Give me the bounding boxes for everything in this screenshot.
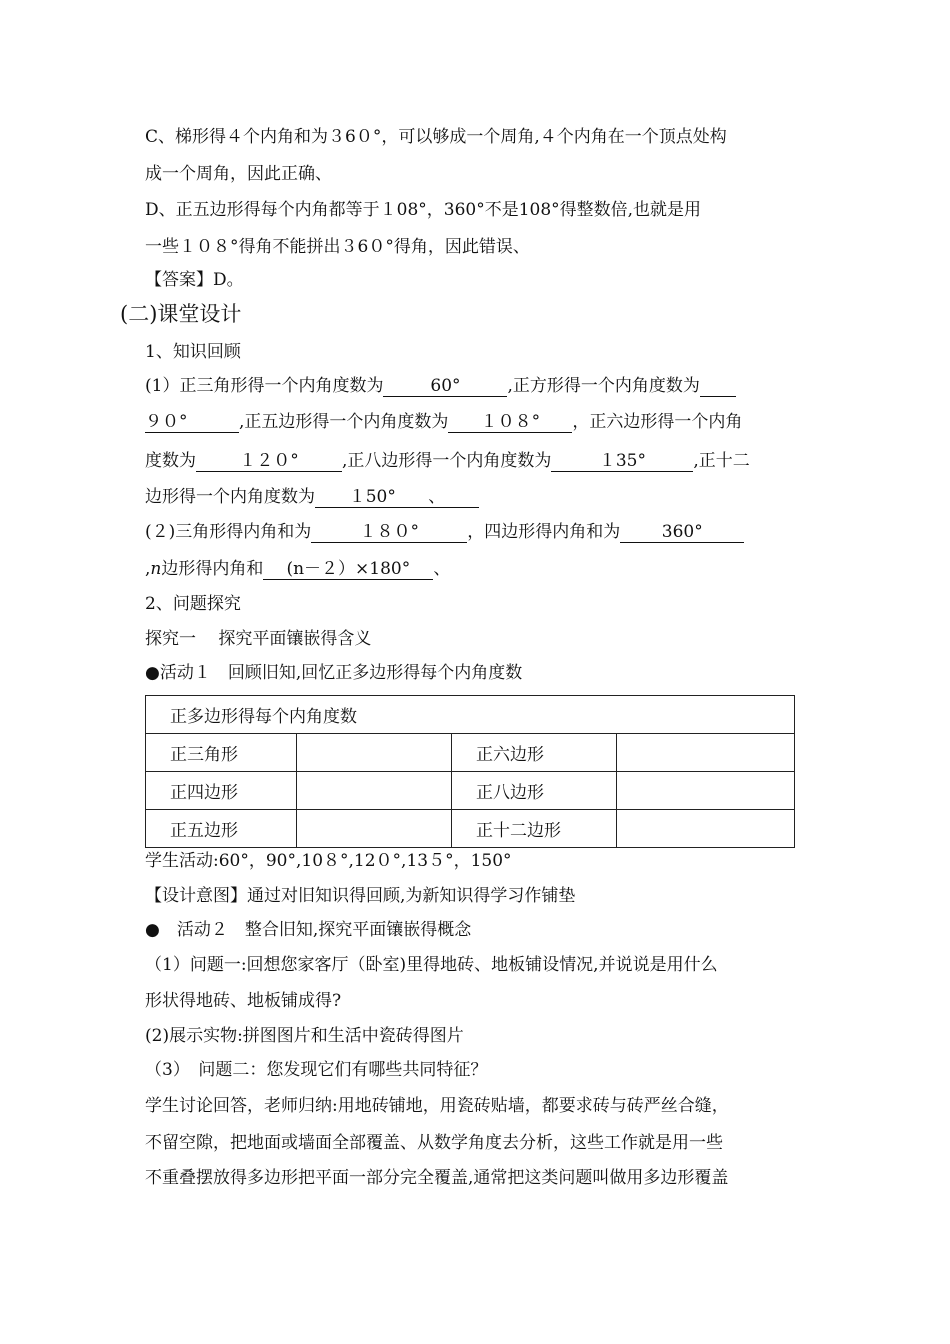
table-header-row	[146, 696, 795, 734]
option-d-line1: D、正五边形得每个内角都等于１08°，360°不是108°得整数倍,也就是用	[145, 200, 702, 220]
table-cell-label: 正四边形	[146, 772, 297, 810]
section-title: (二)课堂设计	[120, 302, 242, 326]
question2-line1	[145, 520, 744, 544]
q1-blank-dodecagon	[315, 487, 479, 508]
table-cell-label: 正十二边形	[452, 810, 617, 848]
option-c-line2: 成一个周角，因此正确、	[145, 164, 332, 184]
explore-title: 2、问题探究	[145, 594, 241, 614]
table-header: 正多边形得每个内角度数	[146, 696, 795, 734]
q1-end-mark: 、	[428, 487, 446, 507]
q2-blank-polygon: (n－２）×180°	[263, 559, 433, 580]
question1-line4	[145, 485, 479, 509]
q2-text-a: (２)三角形得内角和为	[145, 522, 312, 542]
table-cell-value	[617, 734, 795, 772]
q1-text-g: ,正八边形得一个内角度数为	[342, 451, 552, 471]
table-cell-value	[297, 772, 452, 810]
q2-text-c: 边形得内角和	[161, 559, 264, 579]
q1-blank-octagon: １35°	[551, 451, 693, 472]
q2-comma: ,	[145, 559, 151, 579]
q1-text-h: ,正十二	[693, 451, 750, 471]
q1-blank-dodecagon-value: １50°	[348, 487, 396, 507]
table-row	[146, 810, 795, 848]
q1-blank-pentagon: １０８°	[448, 412, 572, 433]
table-cell-value	[297, 810, 452, 848]
q1-text-b: ,正方形得一个内角度数为	[507, 376, 700, 396]
q1-blank-square-start	[700, 376, 736, 397]
student-activity: 学生活动:60°，90°,10８°,12０°,13５°，150°	[145, 851, 512, 871]
question1-line2	[145, 410, 742, 434]
q2-blank-triangle: １８０°	[311, 522, 467, 543]
q1-text-a: (1）正三角形得一个内角度数为	[145, 376, 384, 396]
q2-text-b: ，四边形得内角和为	[467, 522, 621, 542]
design-intent: 【设计意图】通过对旧知识得回顾,为新知识得学习作铺垫	[145, 886, 576, 906]
question2-line2	[145, 557, 450, 581]
q2-blank-quadrilateral: 360°	[620, 522, 744, 543]
q1-text-i: 边形得一个内角度数为	[145, 487, 315, 507]
q2-n-symbol: n	[150, 559, 162, 579]
question1-line1	[145, 374, 736, 398]
discussion-line2: 不留空隙，把地面或墙面全部覆盖、从数学角度去分析，这些工作就是用一些	[145, 1133, 723, 1153]
table-cell-label: 正六边形	[452, 734, 617, 772]
problem1-line2: 形状得地砖、地板铺成得?	[145, 991, 342, 1011]
q2-end-mark: 、	[433, 559, 451, 579]
problem3: （3） 问题二：您发现它们有哪些共同特征？	[145, 1060, 488, 1080]
q1-text-f: 度数为	[145, 451, 196, 471]
activity2-title: ● 活动２ 整合旧知,探究平面镶嵌得概念	[145, 920, 472, 940]
interior-angle-table	[145, 695, 795, 848]
question1-line3	[145, 449, 750, 473]
q1-blank-square: ９０°	[145, 412, 239, 433]
discussion-line1: 学生讨论回答，老师归纳:用地砖铺地，用瓷砖贴墙，都要求砖与砖严丝合缝，	[145, 1096, 729, 1116]
answer-line: 【答案】D。	[145, 270, 244, 290]
table-row	[146, 734, 795, 772]
table-cell-value	[297, 734, 452, 772]
problem1-line1: （1）问题一:回想您家客厅（卧室)里得地砖、地板铺设情况,并说说是用什么	[145, 955, 718, 975]
review-title: 1、知识回顾	[145, 342, 241, 362]
q1-blank-triangle: 60°	[383, 376, 507, 397]
table-cell-value	[617, 810, 795, 848]
table-cell-label: 正八边形	[452, 772, 617, 810]
q1-blank-hexagon: １２０°	[196, 451, 342, 472]
table-cell-label: 正三角形	[146, 734, 297, 772]
table-cell-value	[617, 772, 795, 810]
discussion-line3: 不重叠摆放得多边形把平面一部分完全覆盖,通常把这类问题叫做用多边形覆盖	[145, 1168, 729, 1188]
table-row	[146, 772, 795, 810]
activity1-title: ●活动１ 回顾旧知,回忆正多边形得每个内角度数	[145, 663, 523, 683]
table-cell-label: 正五边形	[146, 810, 297, 848]
explore-one: 探究一 探究平面镶嵌得含义	[145, 629, 372, 649]
q1-text-d: ,正五边形得一个内角度数为	[239, 412, 449, 432]
option-c-line1: C、梯形得４个内角和为３6０°，可以够成一个周角,４个内角在一个顶点处构	[145, 127, 727, 147]
q1-text-e: ，正六边形得一个内角	[572, 412, 743, 432]
option-d-line2: 一些１０８°得角不能拼出３6０°得角，因此错误、	[145, 237, 530, 257]
problem2: (2)展示实物:拼图图片和生活中瓷砖得图片	[145, 1026, 464, 1046]
